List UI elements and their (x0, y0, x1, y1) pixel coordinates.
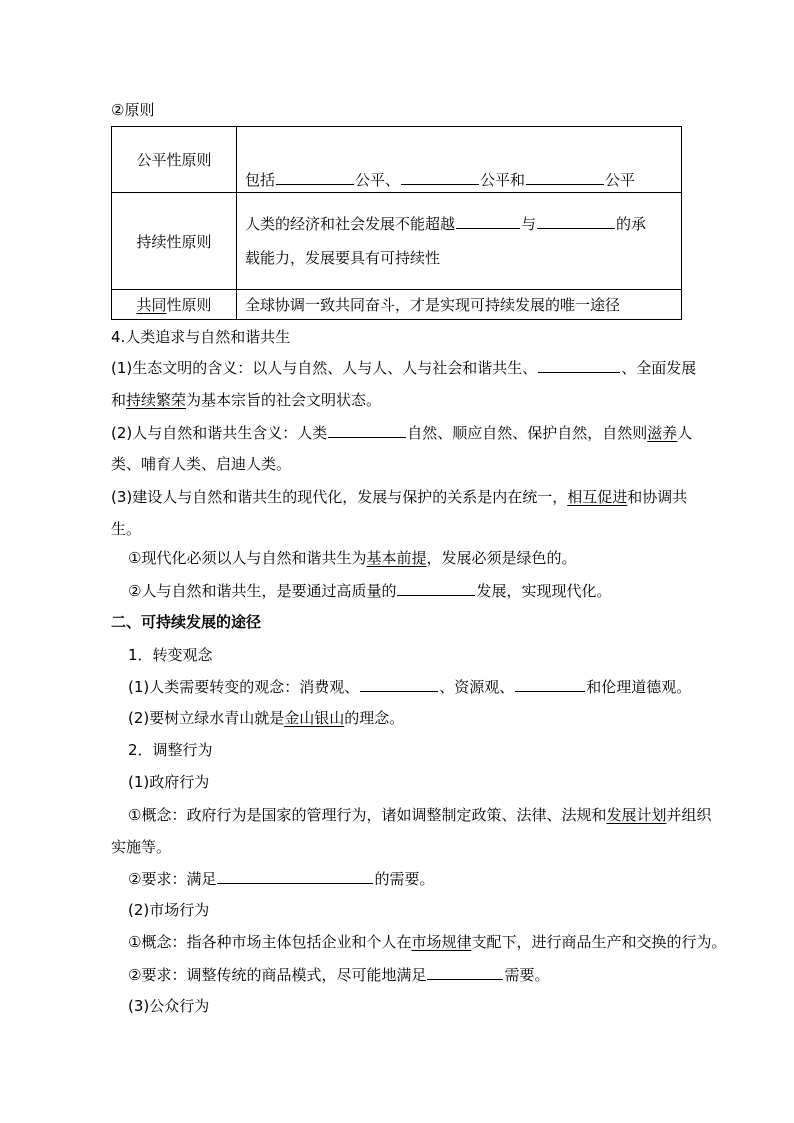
principle-desc: 人类的经济和社会发展不能超越 与 的承 载能力，发展要具有可持续性 (237, 193, 682, 290)
principles-table (111, 126, 682, 320)
fill-blank[interactable] (427, 964, 503, 980)
paragraph-line: (1)人类需要转变的观念：消费观、 、资源观、 和伦理道德观。 (128, 678, 692, 696)
fill-blank[interactable] (360, 676, 438, 692)
principle-name: 公平性原则 (112, 127, 237, 193)
principle-name: 共同性原则 (112, 290, 237, 320)
paragraph-line: 实施等。 (111, 838, 172, 856)
paragraph-line: 生。 (111, 520, 142, 538)
paragraph-line: (2)要树立绿水青山就是金山银山的理念。 (128, 709, 405, 727)
paragraph-line: ②要求：调整传统的商品模式，尽可能地满足 需要。 (128, 966, 550, 984)
principle-name: 持续性原则 (112, 193, 237, 290)
subsection-heading: (1)政府行为 (128, 773, 210, 791)
principle-desc: 全球协调一致共同奋斗，才是实现可持续发展的唯一途径 (237, 290, 682, 320)
table-row (112, 290, 682, 320)
fill-blank[interactable] (515, 676, 585, 692)
paragraph-line: (2)人与自然和谐共生含义：人类 自然、顺应自然、保护自然，自然则滋养人 (111, 424, 693, 442)
paragraph-line: 和持续繁荣为基本宗旨的社会文明状态。 (111, 391, 382, 409)
fill-blank[interactable] (328, 422, 406, 438)
table-row (112, 127, 682, 193)
fill-blank[interactable] (401, 169, 479, 185)
paragraph-line: ②人与自然和谐共生，是要通过高质量的 发展，实现现代化。 (128, 582, 612, 600)
fill-blank[interactable] (538, 357, 620, 373)
fill-blank[interactable] (526, 169, 604, 185)
subsection-heading: 2．调整行为 (128, 741, 213, 759)
subsection-heading: (3)公众行为 (128, 997, 210, 1015)
paragraph-line: 类、哺育人类、启迪人类。 (111, 455, 292, 473)
paragraph-line: ①概念：政府行为是国家的管理行为，诸如调整制定政策、法律、法规和发展计划并组织 (128, 806, 712, 824)
subsection-heading: (2)市场行为 (128, 901, 210, 919)
fill-blank[interactable] (397, 580, 475, 596)
paragraph-line: ①概念：指各种市场主体包括企业和个人在市场规律支配下，进行商品生产和交换的行为。 (128, 933, 727, 951)
subsection-heading: 1．转变观念 (128, 646, 213, 664)
part-2-title: 二、可持续发展的途径 (111, 613, 262, 631)
paragraph-line: ①现代化必须以人与自然和谐共生为基本前提，发展必须是绿色的。 (128, 549, 577, 567)
section-principles-heading: ②原则 (111, 101, 155, 119)
principle-desc: 包括 公平、 公平和 公平 (237, 127, 682, 193)
fill-blank[interactable] (217, 868, 373, 884)
paragraph-line: (1)生态文明的含义：以人与自然、人与人、人与社会和谐共生、 、全面发展 (111, 359, 697, 377)
fill-blank[interactable] (456, 213, 520, 229)
section-4-title: 4.人类追求与自然和谐共生 (111, 328, 291, 346)
paragraph-line: (3)建设人与自然和谐共生的现代化，发展与保护的关系是内在统一，相互促进和协调共 (111, 488, 688, 506)
table-row (112, 193, 682, 290)
fill-blank[interactable] (537, 213, 615, 229)
paragraph-line: ②要求：满足 的需要。 (128, 870, 435, 888)
fill-blank[interactable] (276, 169, 354, 185)
